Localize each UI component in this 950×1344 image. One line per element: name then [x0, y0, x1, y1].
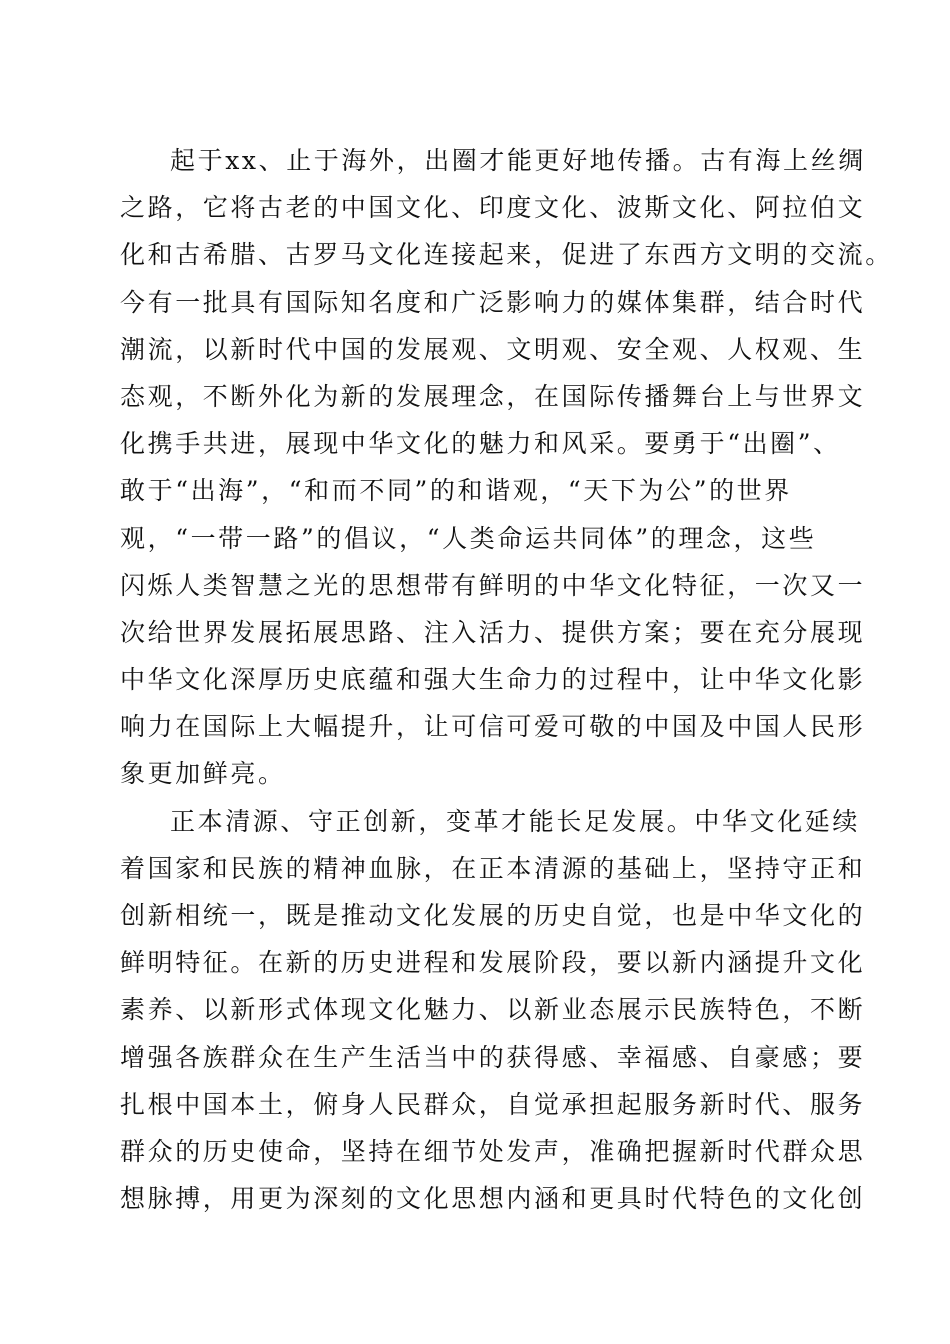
text-line: 潮流，以新时代中国的发展观、文明观、安全观、人权观、生	[120, 334, 866, 364]
text-line: 闪烁人类智慧之光的思想带有鲜明的中华文化特征，一次又一	[120, 570, 866, 600]
text-line: 中华文化深厚历史底蕴和强大生命力的过程中，让中华文化影	[120, 665, 866, 695]
text-line: 象更加鲜亮。	[120, 759, 286, 789]
text-line: 次给世界发展拓展思路、注入活力、提供方案；要在充分展现	[120, 617, 866, 647]
text-line: 之路，它将古老的中国文化、印度文化、波斯文化、阿拉伯文	[120, 193, 866, 223]
text-line: 起于xx、止于海外，出圈才能更好地传播。古有海上丝绸	[170, 146, 866, 175]
text-line: 扎根中国本土，俯身人民群众，自觉承担起服务新时代、服务	[120, 1089, 866, 1119]
text-line: 化和古希腊、古罗马文化连接起来，促进了东西方文明的交流。	[120, 240, 893, 270]
text-line: 响力在国际上大幅提升，让可信可爱可敬的中国及中国人民形	[120, 712, 866, 742]
text-line: 敢于“出海”，“和而不同”的和谐观，“天下为公”的世界	[120, 476, 792, 506]
text-line: 正本清源、守正创新，变革才能长足发展。中华文化延续	[170, 806, 861, 836]
text-line: 观，“一带一路”的倡议，“人类命运共同体”的理念，这些	[120, 523, 817, 553]
paragraph-2	[120, 798, 866, 1223]
text-line: 化携手共进，展现中华文化的魅力和风采。要勇于“出圈”、	[120, 429, 841, 459]
text-line: 想脉搏，用更为深刻的文化思想内涵和更具时代特色的文化创	[120, 1184, 866, 1214]
text-line: 素养、以新形式体现文化魅力、以新业态展示民族特色，不断	[120, 995, 866, 1025]
text-line: 今有一批具有国际知名度和广泛影响力的媒体集群，结合时代	[120, 287, 866, 317]
text-line: 群众的历史使命，坚持在细节处发声，准确把握新时代群众思	[120, 1136, 866, 1166]
text-line: 增强各族群众在生产生活当中的获得感、幸福感、自豪感；要	[120, 1042, 866, 1072]
paragraph-1	[120, 137, 893, 798]
text-line: 创新相统一，既是推动文化发展的历史自觉，也是中华文化的	[120, 901, 866, 930]
text-line: 着国家和民族的精神血脉，在正本清源的基础上，坚持守正和	[120, 853, 866, 883]
body-text	[120, 137, 893, 1222]
text-line: 态观，不断外化为新的发展理念，在国际传播舞台上与世界文	[120, 381, 866, 411]
text-line: 鲜明特征。在新的历史进程和发展阶段，要以新内涵提升文化	[120, 948, 866, 978]
